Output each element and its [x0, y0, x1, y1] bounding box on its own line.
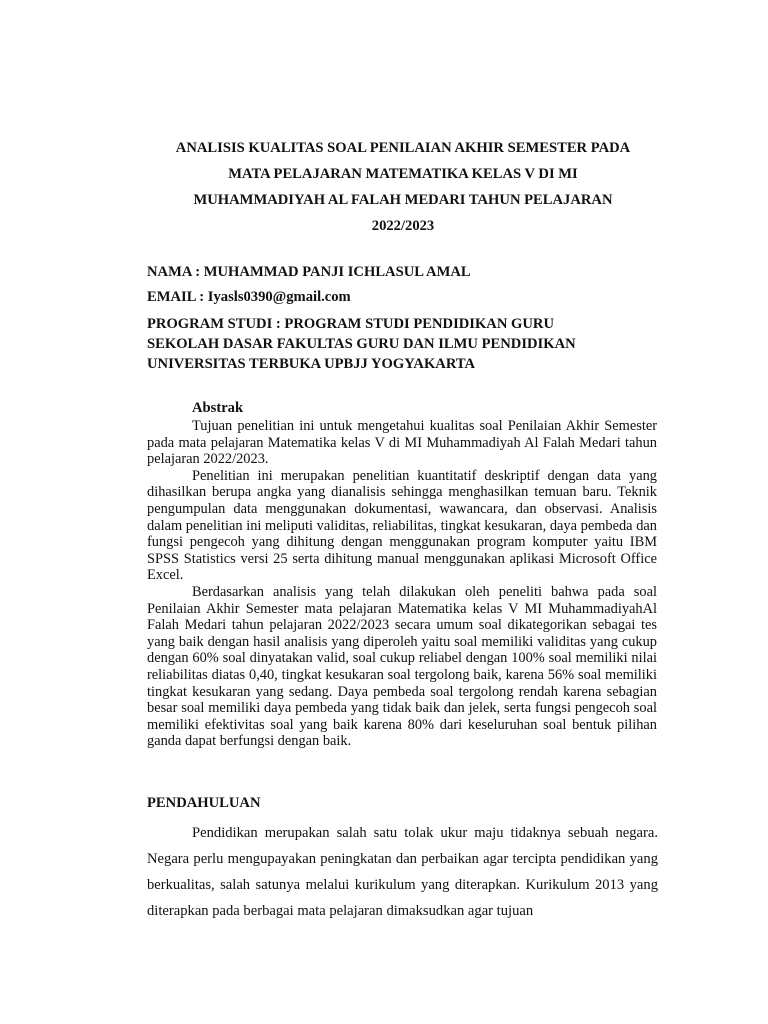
study-program — [147, 314, 663, 374]
title-line-1: ANALISIS KUALITAS SOAL PENILAIAN AKHIR SEMESTER PADA — [175, 140, 631, 156]
abstract-body — [147, 418, 657, 750]
abstract-paragraph-3: Berdasarkan analisis yang telah dilakukan oleh peneliti bahwa pada soal Penilaian Akhir Semester mata pelajaran Matematika kelas V MI MuhammadiyahAl Falah Medari tahun pelajaran 2022/2023 secara umum soal dikategorikan sebagai tes yang baik dengan hasil analisis yang diperoleh yaitu soal memiliki validitas yang cukup dengan 60% soal dinyatakan valid, soal cukup reliabel dengan 100% soal memiliki nilai reliabilitas diatas 0,40, tingkat kesukaran soal tergolong baik, karena 56% soal memiliki tingkat kesukaran yang sedang. Daya pembeda soal tergolong rendah karena sebagian besar soal memiliki daya pembeda yang tidak baik dan jelek, serta fungsi pengecoh soal memiliki efektivitas soal yang baik karena 80% dari keseluruhan soal bentuk pilihan ganda dapat berfungsi dengan baik. — [147, 583, 657, 750]
title-line-2: MATA PELAJARAN MATEMATIKA KELAS V DI MI — [228, 166, 578, 182]
title-line-3: MUHAMMADIYAH AL FALAH MEDARI TAHUN PELAJARAN — [193, 192, 613, 208]
author-name: NAMA : MUHAMMAD PANJI ICHLASUL AMAL — [147, 264, 471, 280]
title-line-4: 2022/2023 — [371, 218, 435, 234]
author-email: EMAIL : Iyasls0390@gmail.com — [147, 289, 351, 305]
abstract-paragraph-2: Penelitian ini merupakan penelitian kuantitatif deskriptif dengan data yang dihasilkan berupa angka yang dianalisis sehingga menghasilkan temuan baru. Teknik pengumpulan data menggunakan dokumentasi, wawancara, dan observasi. Analisis dalam penelitian ini meliputi validitas, reliabilitas, tingkat kesukaran, daya pembeda dan fungsi pengecoh yang dihitung dengan menggunakan program komputer yaitu IBM SPSS Statistics versi 25 serta dihitung manual menggunakan aplikasi Microsoft Office Excel. — [147, 467, 657, 584]
program-line-2: SEKOLAH DASAR FAKULTAS GURU DAN ILMU PENDIDIKAN — [147, 336, 576, 352]
introduction-paragraph-1: Pendidikan merupakan salah satu tolak ukur maju tidaknya sebuah negara. Negara perlu mengupayakan peningkatan dan perbaikan agar tercipta pendidikan yang berkualitas, salah satunya melalui kurikulum yang diterapkan. Kurikulum 2013 yang diterapkan pada berbagai mata pelajaran dimaksudkan agar tujuan — [147, 825, 658, 919]
introduction-body — [147, 820, 658, 924]
program-line-1: PROGRAM STUDI : PROGRAM STUDI PENDIDIKAN GURU — [147, 316, 555, 332]
abstract-heading: Abstrak — [192, 400, 244, 416]
introduction-heading: PENDAHULUAN — [147, 795, 261, 811]
program-line-3: UNIVERSITAS TERBUKA UPBJJ YOGYAKARTA — [147, 356, 476, 372]
abstract-paragraph-1: Tujuan penelitian ini untuk mengetahui kualitas soal Penilaian Akhir Semester pada mata pelajaran Matematika kelas V di MI Muhammadiyah Al Falah Medari tahun pelajaran 2022/2023. — [147, 418, 657, 468]
paper-title — [150, 135, 656, 239]
